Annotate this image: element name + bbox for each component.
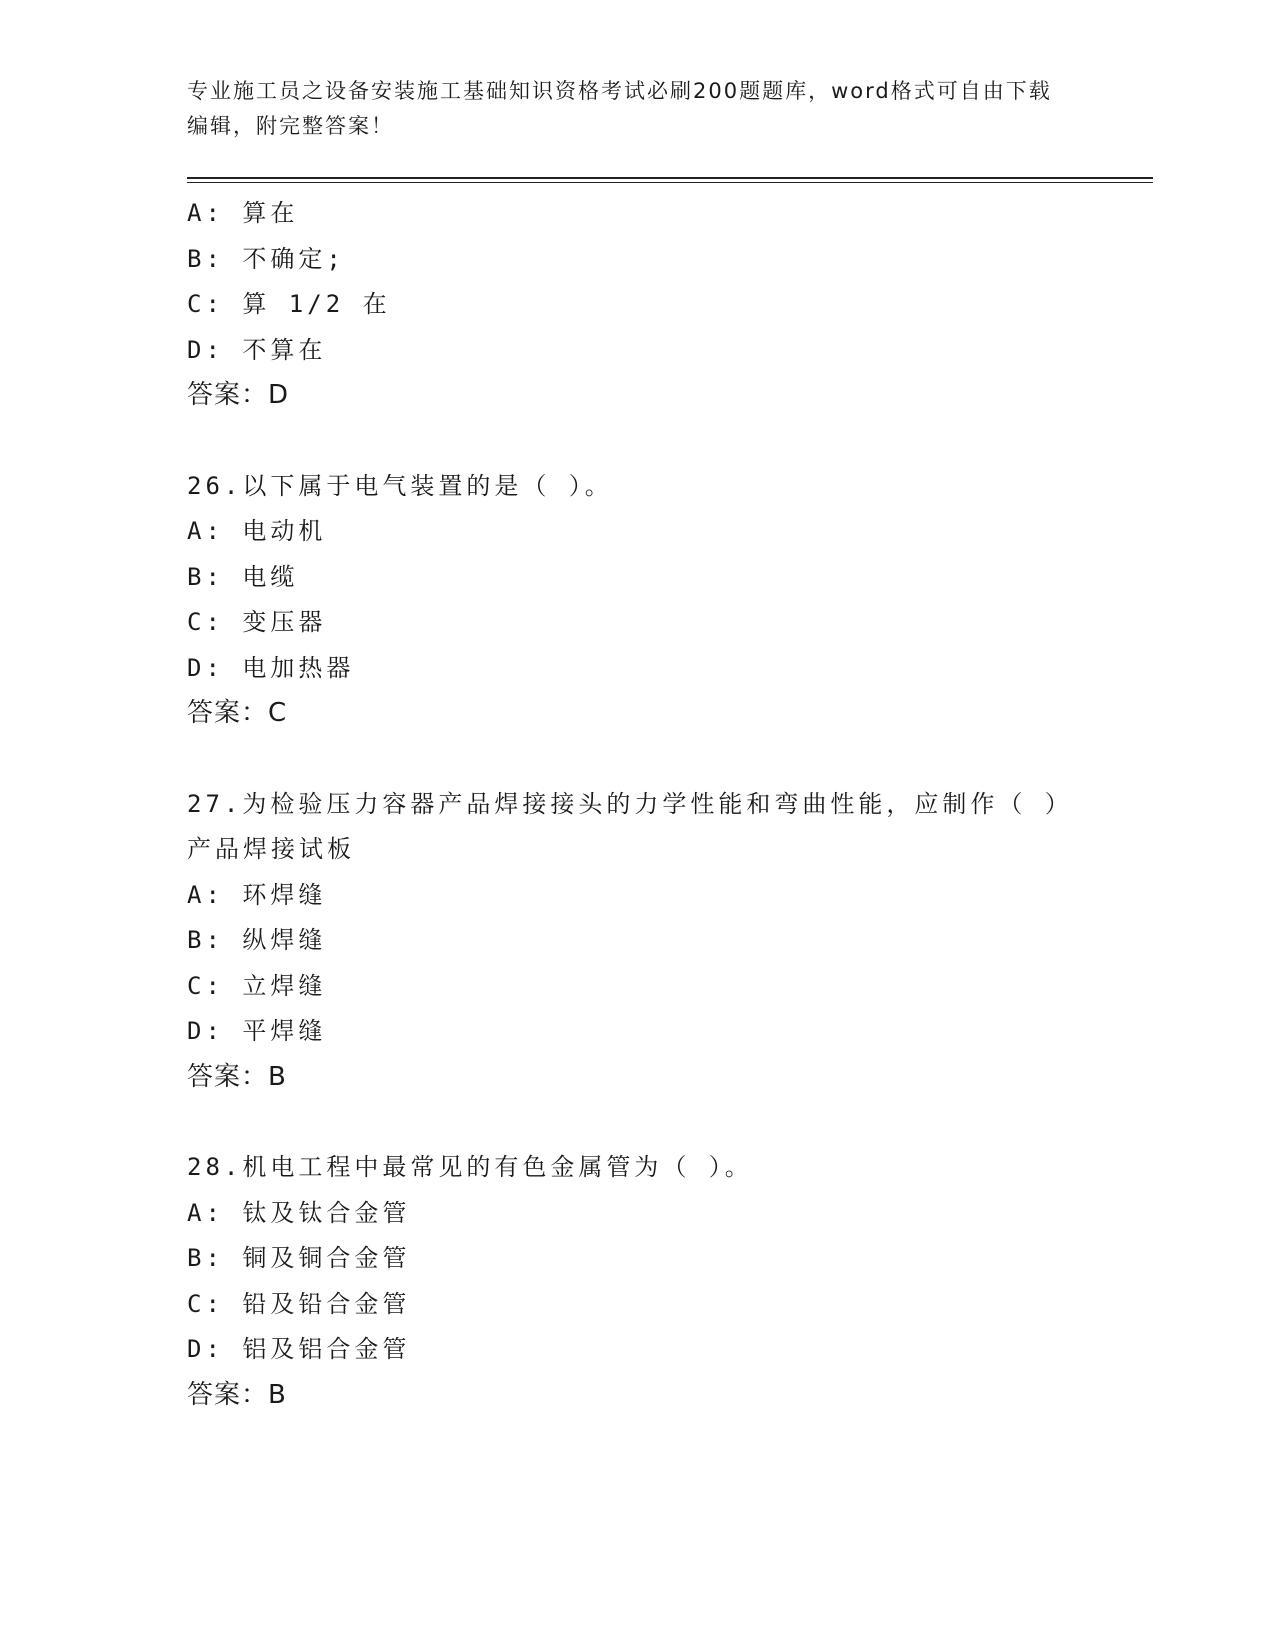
- question-list: [187, 191, 1067, 1418]
- question-stem: 27.为检验压力容器产品焊接接头的力学性能和弯曲性能，应制作（ ）产品焊接试板: [187, 789, 1061, 863]
- option-b: B: 纵焊缝: [187, 926, 327, 954]
- question-stem: 26.以下属于电气装置的是（ ）。: [187, 471, 613, 500]
- spacer: [187, 737, 1067, 782]
- answer-line: 答案：B: [187, 1379, 287, 1410]
- answer-line: 答案：C: [187, 698, 288, 728]
- option-a: A: 钛及钛合金管: [187, 1198, 411, 1227]
- answer-line: 答案：D: [187, 380, 290, 410]
- option-a: A: 电动机: [187, 517, 327, 545]
- option-d: D: 不算在: [187, 335, 327, 364]
- option-b: B: 不确定;: [187, 244, 345, 273]
- spacer: [187, 419, 1067, 464]
- document-title: 专业施工员之设备安装施工基础知识资格考试必刷200题题库，word格式可自由下载编辑，附完整答案！: [187, 79, 1052, 138]
- option-a: A: 算在: [187, 199, 299, 227]
- option-c: C: 算 1/2 在: [187, 290, 391, 318]
- option-b: B: 铜及铜合金管: [187, 1244, 411, 1272]
- question-block: [187, 782, 1067, 1101]
- spacer: [187, 1100, 1067, 1145]
- answer-line: 答案：B: [187, 1061, 287, 1092]
- option-c: C: 立焊缝: [187, 971, 327, 1000]
- option-c: C: 变压器: [187, 608, 327, 636]
- question-stem: 28.机电工程中最常见的有色金属管为（ ）。: [187, 1153, 753, 1181]
- option-a: A: 环焊缝: [187, 880, 327, 909]
- option-b: B: 电缆: [187, 562, 299, 591]
- question-block: [187, 191, 1067, 419]
- option-d: D: 平焊缝: [187, 1017, 327, 1045]
- question-block: [187, 464, 1067, 737]
- option-d: D: 铝及铝合金管: [187, 1335, 411, 1363]
- option-c: C: 铅及铅合金管: [187, 1289, 411, 1318]
- header-divider: [187, 177, 1153, 179]
- question-block: [187, 1145, 1067, 1418]
- option-d: D: 电加热器: [187, 653, 355, 682]
- header-divider-thin: [187, 182, 1153, 183]
